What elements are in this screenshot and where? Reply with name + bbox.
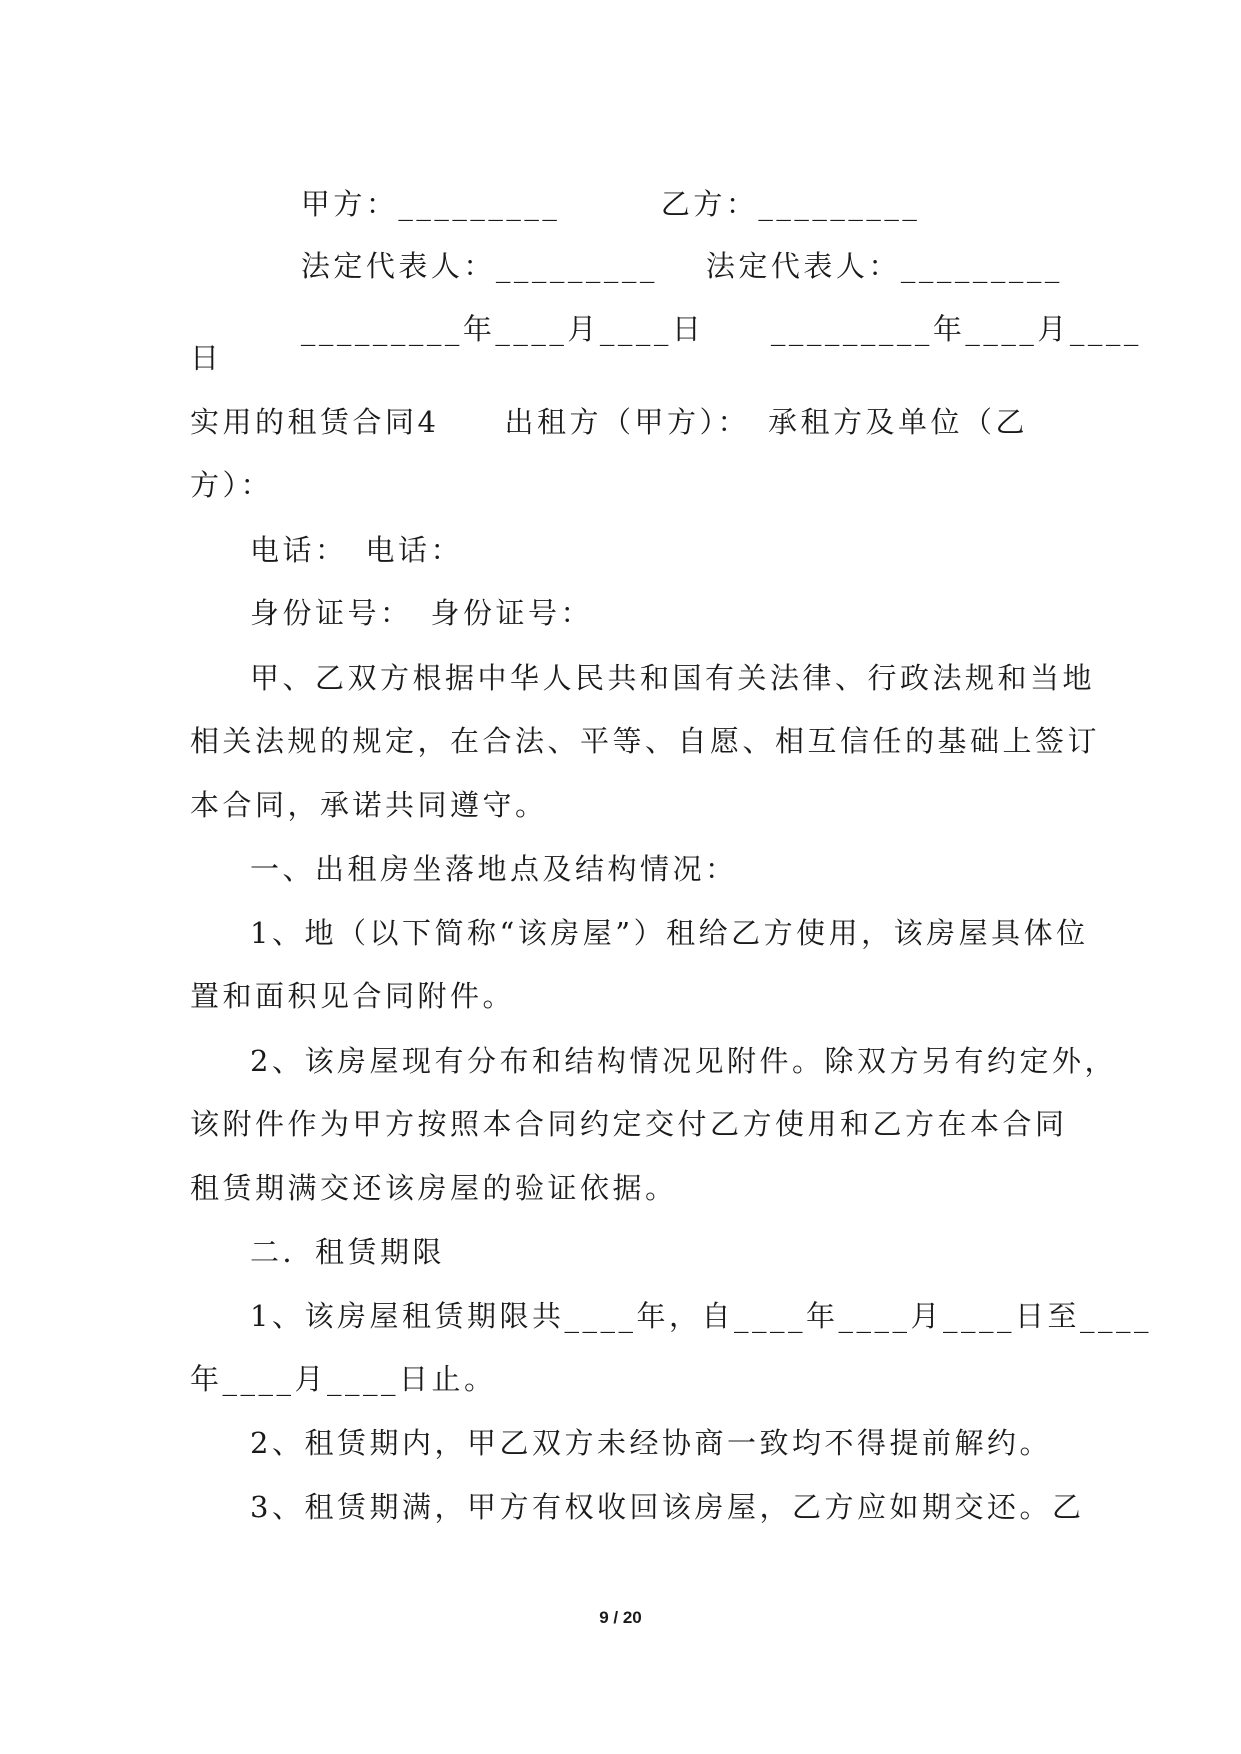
section-1-title: 一、出租房坐落地点及结构情况： xyxy=(250,852,738,886)
section-2-item-1-line-1: 1、该房屋租赁期限共____年，自____年____月____日至____ xyxy=(250,1299,1152,1333)
id-number-line: 身份证号： 身份证号： xyxy=(250,596,594,630)
section-1-item-2-line-3: 租赁期满交还该房屋的验证依据。 xyxy=(190,1171,678,1205)
preamble-line-2: 相关法规的规定，在合法、平等、自愿、相互信任的基础上签订 xyxy=(190,724,1101,758)
contract-header-line2: 方）： xyxy=(190,468,274,502)
section-2-title: 二．租赁期限 xyxy=(250,1235,446,1269)
preamble-line-1: 甲、乙双方根据中华人民共和国有关法律、行政法规和当地 xyxy=(250,661,1096,695)
date-a: _________年____月____日 xyxy=(300,312,705,346)
section-1-item-1-line-2: 置和面积见合同附件。 xyxy=(190,979,516,1013)
section-1-item-1-line-1: 1、地（以下简称“该房屋”）租给乙方使用，该房屋具体位 xyxy=(250,916,1089,950)
section-1-item-2-line-2: 该附件作为甲方按照本合同约定交付乙方使用和乙方在本合同 xyxy=(190,1107,1068,1141)
preamble-line-3: 本合同，承诺共同遵守。 xyxy=(190,788,548,822)
page-number: 9 / 20 xyxy=(599,1608,642,1627)
section-2-item-2: 2、租赁期内，甲乙双方未经协商一致均不得提前解约。 xyxy=(250,1426,1052,1460)
rep-a-label: 法定代表人：_________ xyxy=(300,249,658,283)
party-a-label: 甲方：_________ xyxy=(300,187,561,221)
contract-header-line1: 实用的租赁合同4 出租方（甲方）： 承租方及单位（乙 xyxy=(190,405,1028,439)
phone-line: 电话： 电话： xyxy=(250,533,464,567)
section-1-item-2-line-1: 2、该房屋现有分布和结构情况见附件。除双方另有约定外， xyxy=(250,1044,1117,1078)
date-b: _________年____月____ xyxy=(770,312,1142,346)
party-b-label: 乙方：_________ xyxy=(660,187,921,221)
signature-date-b-tail: 日 xyxy=(190,341,223,375)
section-2-item-3: 3、租赁期满，甲方有权收回该房屋，乙方应如期交还。乙 xyxy=(250,1490,1085,1524)
rep-b-label: 法定代表人：_________ xyxy=(705,249,1063,283)
section-2-item-1-line-2: 年____月____日止。 xyxy=(190,1362,497,1396)
